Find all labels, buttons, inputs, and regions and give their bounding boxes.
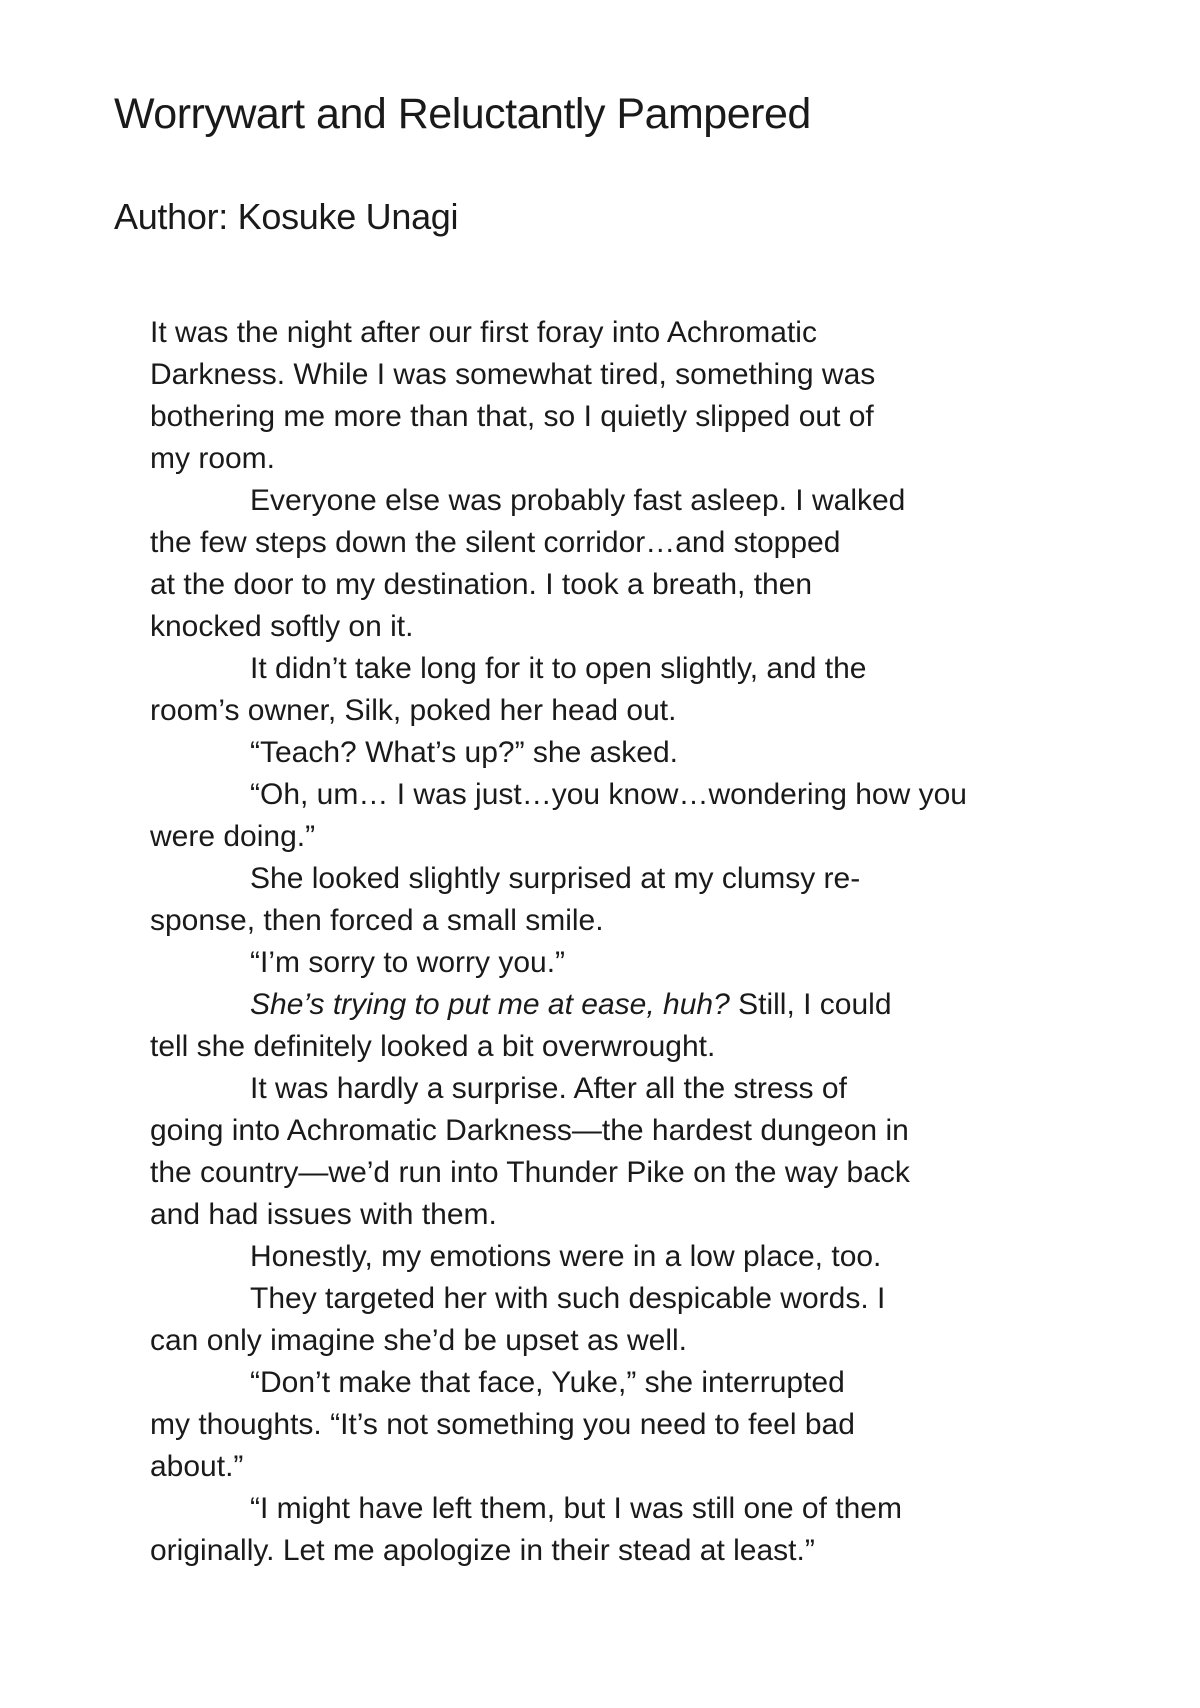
line-text: tell she definitely looked a bit overwrought. xyxy=(150,1030,716,1063)
italic-thought: She’s trying to put me at ease, huh? xyxy=(250,988,730,1021)
line-text: It was the night after our first foray into Achromatic xyxy=(150,316,817,349)
text-line xyxy=(150,606,1070,648)
text-line xyxy=(150,1026,1070,1068)
text-line xyxy=(150,816,1070,858)
line-text: the country—we’d run into Thunder Pike on the way back xyxy=(150,1156,910,1189)
text-line xyxy=(150,564,1070,606)
line-text: She looked slightly surprised at my clumsy re- xyxy=(250,862,861,895)
text-line xyxy=(150,1362,1070,1404)
text-line xyxy=(150,984,1070,1026)
line-text: room’s owner, Silk, poked her head out. xyxy=(150,694,677,727)
text-line xyxy=(150,732,1070,774)
line-text: “Teach? What’s up?” she asked. xyxy=(250,736,679,769)
text-line xyxy=(150,312,1070,354)
line-text: sponse, then forced a small smile. xyxy=(150,904,604,937)
text-line xyxy=(150,1404,1070,1446)
line-text: Honestly, my emotions were in a low place, too. xyxy=(250,1240,882,1273)
line-text: “I’m sorry to worry you.” xyxy=(250,946,566,979)
line-text: Darkness. While I was somewhat tired, something was xyxy=(150,358,876,391)
story-body xyxy=(150,312,1070,1572)
text-line xyxy=(150,648,1070,690)
line-text: were doing.” xyxy=(150,820,316,853)
text-line xyxy=(150,1446,1070,1488)
author-line: Author: Kosuke Unagi xyxy=(114,196,459,237)
text-line xyxy=(150,354,1070,396)
text-line xyxy=(150,1068,1070,1110)
text-line xyxy=(150,1152,1070,1194)
line-text: Still, I could xyxy=(729,988,892,1021)
text-line xyxy=(150,1488,1070,1530)
text-line xyxy=(150,1278,1070,1320)
line-text: “Don’t make that face, Yuke,” she interrupted xyxy=(250,1366,845,1399)
line-text: It didn’t take long for it to open slightly, and the xyxy=(250,652,867,685)
text-line xyxy=(150,942,1070,984)
line-text: bothering me more than that, so I quietly slipped out of xyxy=(150,400,874,433)
line-text: my room. xyxy=(150,442,276,475)
line-text: It was hardly a surprise. After all the stress of xyxy=(250,1072,847,1105)
text-line xyxy=(150,1236,1070,1278)
text-line xyxy=(150,396,1070,438)
line-text: about.” xyxy=(150,1450,244,1483)
line-text: can only imagine she’d be upset as well. xyxy=(150,1324,687,1357)
line-text: at the door to my destination. I took a breath, then xyxy=(150,568,813,601)
line-text: the few steps down the silent corridor…and stopped xyxy=(150,526,841,559)
line-text: Everyone else was probably fast asleep. I walked xyxy=(250,484,906,517)
text-line xyxy=(150,522,1070,564)
text-line xyxy=(150,438,1070,480)
line-text: “Oh, um… I was just…you know…wondering how you xyxy=(250,778,967,811)
line-text: my thoughts. “It’s not something you need to feel bad xyxy=(150,1408,855,1441)
text-line xyxy=(150,480,1070,522)
line-text: knocked softly on it. xyxy=(150,610,414,643)
line-text: going into Achromatic Darkness—the hardest dungeon in xyxy=(150,1114,909,1147)
text-line xyxy=(150,1194,1070,1236)
line-text: originally. Let me apologize in their stead at least.” xyxy=(150,1534,815,1567)
story-title: Worrywart and Reluctantly Pampered xyxy=(114,90,811,138)
text-line xyxy=(150,858,1070,900)
text-line xyxy=(150,1320,1070,1362)
line-text: “I might have left them, but I was still one of them xyxy=(250,1492,902,1525)
text-line xyxy=(150,1530,1070,1572)
text-line xyxy=(150,900,1070,942)
text-line xyxy=(150,774,1070,816)
line-text: and had issues with them. xyxy=(150,1198,497,1231)
text-line xyxy=(150,1110,1070,1152)
text-line xyxy=(150,690,1070,732)
line-text: They targeted her with such despicable words. I xyxy=(250,1282,886,1315)
